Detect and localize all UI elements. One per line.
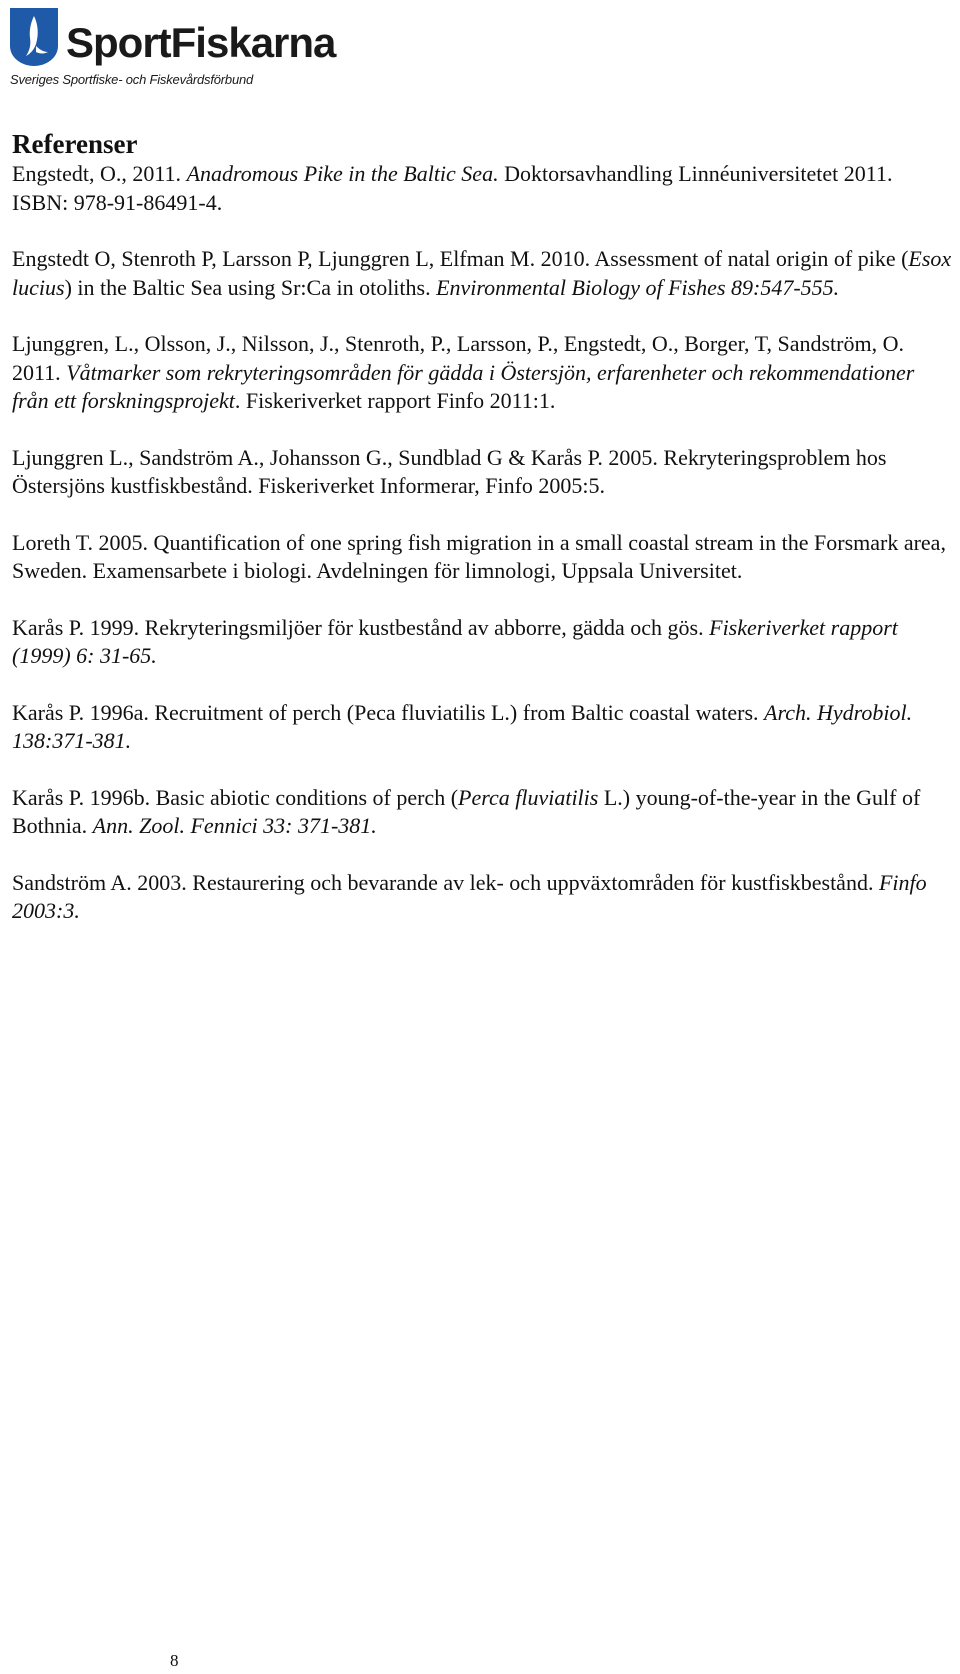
- reference-entry: [12, 784, 952, 841]
- reference-text: ) in the Baltic Sea using Sr:Ca in otoliths.: [64, 274, 437, 300]
- reference-italic-text: Arch. Hydrobiol. 138:371-381.: [12, 699, 913, 753]
- reference-text: Sandström A. 2003. Restaurering och bevarande av lek- och uppväxtområden för kustfiskbestånd.: [12, 869, 879, 895]
- reference-text: Ljunggren L., Sandström A., Johansson G., Sundblad G & Karås P. 2005. Rekryteringsproblem hos Östersjöns kustfiskbestånd. Fiskeriverket Informerar, Finfo 2005:5.: [12, 444, 887, 498]
- reference-italic-text: Finfo 2003:3.: [12, 869, 927, 923]
- reference-list: [12, 160, 952, 926]
- page-number: 8: [170, 1651, 179, 1670]
- reference-entry: [12, 614, 952, 671]
- reference-italic-text: Environmental Biology of Fishes 89:547-555.: [436, 274, 840, 300]
- reference-text: Doktorsavhandling Linnéuniversitetet 2011. ISBN: 978-91-86491-4.: [12, 161, 893, 215]
- reference-text: L.) young-of-the-year in the Gulf of Bothnia.: [12, 784, 921, 838]
- reference-entry: [12, 245, 952, 302]
- logo-subtitle: Sveriges Sportfiske- och Fiskevårdsförbund: [10, 72, 254, 87]
- sportfiskarna-logo: [8, 4, 336, 90]
- reference-text: Engstedt, O., 2011.: [12, 161, 187, 186]
- reference-text: Karås P. 1996a. Recruitment of perch (Peca fluviatilis L.) from Baltic coastal waters.: [12, 699, 765, 725]
- fish-emblem-icon: [8, 6, 60, 68]
- reference-italic-text: Våtmarker som rekryteringsområden för gädda i Östersjön, erfarenheter och rekommendationer från ett forskningsprojekt: [12, 359, 915, 413]
- reference-entry: [12, 529, 952, 586]
- section-heading: Referenser: [12, 129, 138, 159]
- reference-italic-text: Anadromous Pike in the Baltic Sea.: [186, 161, 499, 186]
- reference-italic-text: Ann. Zool. Fennici 33: 371-381.: [92, 813, 377, 838]
- reference-text: Ljunggren, L., Olsson, J., Nilsson, J., Stenroth, P., Larsson, P., Engstedt, O., Borger, T, Sandström, O. 2011.: [12, 331, 904, 385]
- reference-entry: [12, 869, 952, 926]
- reference-text: Karås P. 1999. Rekryteringsmiljöer för kustbestånd av abborre, gädda och gös.: [12, 614, 710, 640]
- reference-italic-text: Esox lucius: [12, 246, 952, 300]
- reference-text: . Fiskeriverket rapport Finfo 2011:1.: [234, 388, 556, 413]
- reference-italic-text: Fiskeriverket rapport (1999) 6: 31-65.: [12, 614, 898, 668]
- references-section: [12, 128, 952, 954]
- reference-italic-text: Perca fluviatilis: [458, 784, 599, 810]
- reference-text: Karås P. 1996b. Basic abiotic conditions of perch (: [12, 784, 459, 810]
- reference-entry: [12, 160, 952, 217]
- reference-entry: [12, 330, 952, 416]
- logo-wordmark: SportFiskarna: [66, 19, 336, 66]
- reference-text: Loreth T. 2005. Quantification of one spring fish migration in a small coastal stream in the Forsmark area, Sweden. Examensarbete i biologi. Avdelningen för limnologi, Uppsala Universitet.: [12, 529, 946, 583]
- reference-entry: [12, 444, 952, 501]
- reference-entry: [12, 699, 952, 756]
- reference-text: Engstedt O, Stenroth P, Larsson P, Ljunggren L, Elfman M. 2010. Assessment of natal origin of pike (: [12, 246, 909, 271]
